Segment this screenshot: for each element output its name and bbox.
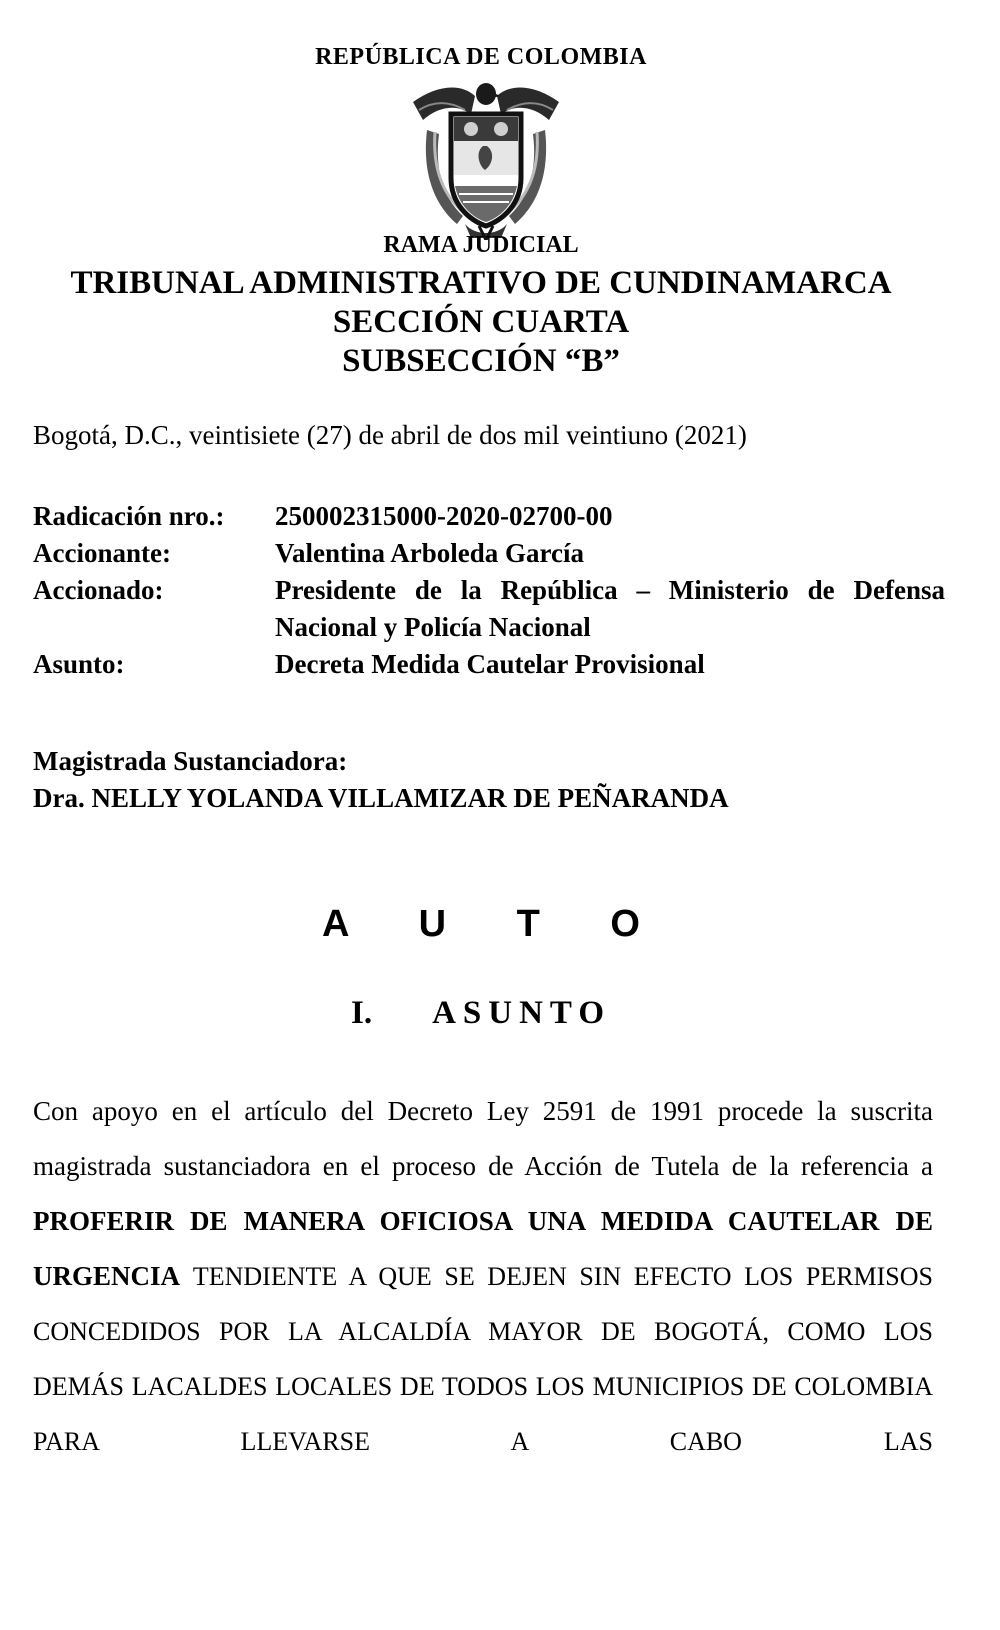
case-field-accionante — [33, 535, 945, 572]
section-number: I. — [350, 995, 373, 1031]
magistrate-block — [33, 743, 729, 817]
court-name: TRIBUNAL ADMINISTRATIVO DE CUNDINAMARCA — [70, 265, 892, 301]
body-intro: Con apoyo en el artículo del Decreto Ley 2591 de 1991 procede la suscrita magistrada sustanciadora en el proceso de Acción de Tutela de la referencia a — [33, 1096, 933, 1181]
body-emphasis: PROFERIR DE MANERA OFICIOSA UNA MEDIDA CAUTELAR DE URGENCIA — [33, 1206, 933, 1291]
field-value: Valentina Arboleda García — [275, 538, 585, 568]
body-paragraph — [33, 1084, 933, 1469]
branch-heading: RAMA JUDICIAL — [383, 232, 579, 258]
body-continuation: TENDIENTE A QUE SE DEJEN SIN EFECTO LOS PERMISOS CONCEDIDOS POR LA ALCALDÍA MAYOR DE BOGOTÁ, COMO LOS DEMÁS LACALDES LOCALES DE TODOS LOS MUNICIPIOS DE COLOMBIA PARA LLEVARSE A CABO LAS — [33, 1262, 934, 1456]
field-label: Radicación nro.: — [33, 501, 225, 531]
magistrate-name: Dra. NELLY YOLANDA VILLAMIZAR DE PEÑARANDA — [33, 783, 729, 813]
field-label: Accionado: — [33, 575, 164, 605]
field-value: 250002315000-2020-02700-00 — [275, 501, 613, 531]
court-section: SECCIÓN CUARTA — [332, 304, 630, 340]
country-heading: REPÚBLICA DE COLOMBIA — [315, 44, 647, 70]
coat-of-arms-icon — [405, 74, 567, 240]
case-details — [33, 498, 945, 683]
magistrate-title: Magistrada Sustanciadora: — [33, 746, 348, 776]
date-line: Bogotá, D.C., veintisiete (27) de abril de dos mil veintiuno (2021) — [33, 420, 747, 450]
section-heading — [0, 995, 962, 1032]
court-subsection: SUBSECCIÓN “B” — [342, 343, 620, 379]
case-field-asunto — [33, 646, 945, 683]
field-value: Presidente de la República – Ministerio de Defensa Nacional y Policía Nacional — [275, 575, 945, 642]
section-title: ASUNTO — [432, 995, 612, 1031]
case-field-accionado — [33, 572, 945, 646]
field-label: Accionante: — [33, 538, 171, 568]
field-label: Asunto: — [33, 649, 125, 679]
court-heading — [0, 264, 962, 381]
field-value: Decreta Medida Cautelar Provisional — [275, 649, 705, 679]
case-field-radicacion — [33, 498, 945, 535]
document-type-heading: A U T O — [322, 903, 666, 945]
